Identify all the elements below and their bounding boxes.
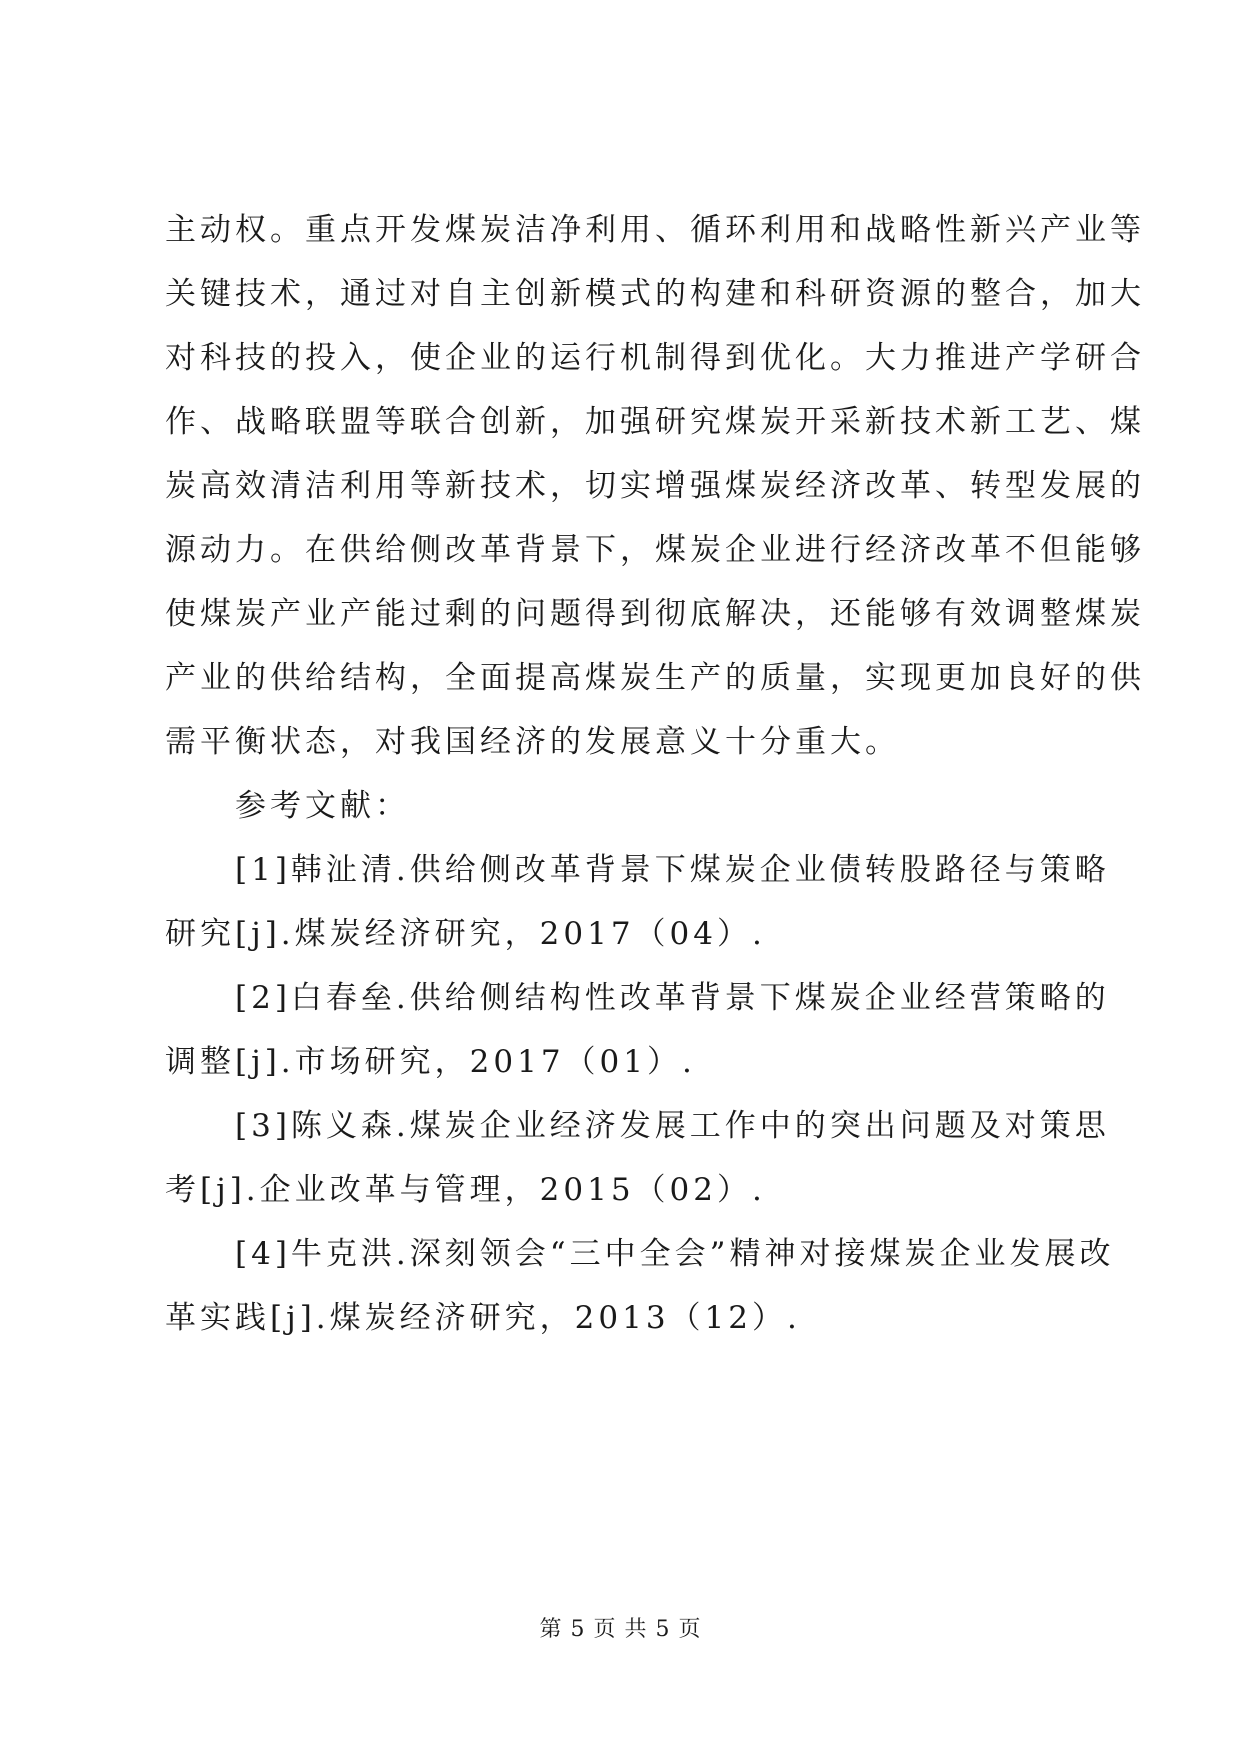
- body-paragraph: [165, 198, 1145, 774]
- page-number-footer: 第 5 页 共 5 页: [539, 1617, 702, 1642]
- reference-item-1-line2: 研究[j].煤炭经济研究，2017（04）.: [165, 916, 766, 952]
- body-line: 产业的供给结构，全面提高煤炭生产的质量，实现更加良好的供: [165, 660, 1145, 696]
- reference-item-4-line2: 革实践[j].煤炭经济研究，2013（12）.: [165, 1300, 801, 1336]
- reference-item-3-line2: 考[j].企业改革与管理，2015（02）.: [165, 1172, 766, 1208]
- body-line: 使煤炭产业产能过剩的问题得到彻底解决，还能够有效调整煤炭: [165, 596, 1145, 632]
- body-line: 关键技术，通过对自主创新模式的构建和科研资源的整合，加大: [165, 276, 1145, 312]
- body-line: 主动权。重点开发煤炭洁净利用、循环利用和战略性新兴产业等: [165, 212, 1145, 248]
- reference-item-2-line1: [2]白春垒.供给侧结构性改革背景下煤炭企业经营策略的: [235, 980, 1110, 1016]
- reference-item-1-line1: [1]韩沚清.供给侧改革背景下煤炭企业债转股路径与策略: [235, 852, 1110, 888]
- references-section: [165, 774, 1115, 1350]
- body-line: 需平衡状态，对我国经济的发展意义十分重大。: [165, 724, 900, 760]
- reference-item-2-line2: 调整[j].市场研究，2017（01）.: [165, 1044, 696, 1080]
- body-line: 炭高效清洁利用等新技术，切实增强煤炭经济改革、转型发展的: [165, 468, 1145, 504]
- reference-item-3-line1: [3]陈义森.煤炭企业经济发展工作中的突出问题及对策思: [235, 1108, 1110, 1144]
- body-line: 对科技的投入，使企业的运行机制得到优化。大力推进产学研合: [165, 340, 1145, 376]
- body-line: 作、战略联盟等联合创新，加强研究煤炭开采新技术新工艺、煤: [165, 404, 1145, 440]
- body-line: 源动力。在供给侧改革背景下，煤炭企业进行经济改革不但能够: [165, 532, 1145, 568]
- references-heading: 参考文献：: [235, 788, 410, 824]
- reference-item-4-line1: [4]牛克洪.深刻领会“三中全会”精神对接煤炭企业发展改: [235, 1236, 1115, 1272]
